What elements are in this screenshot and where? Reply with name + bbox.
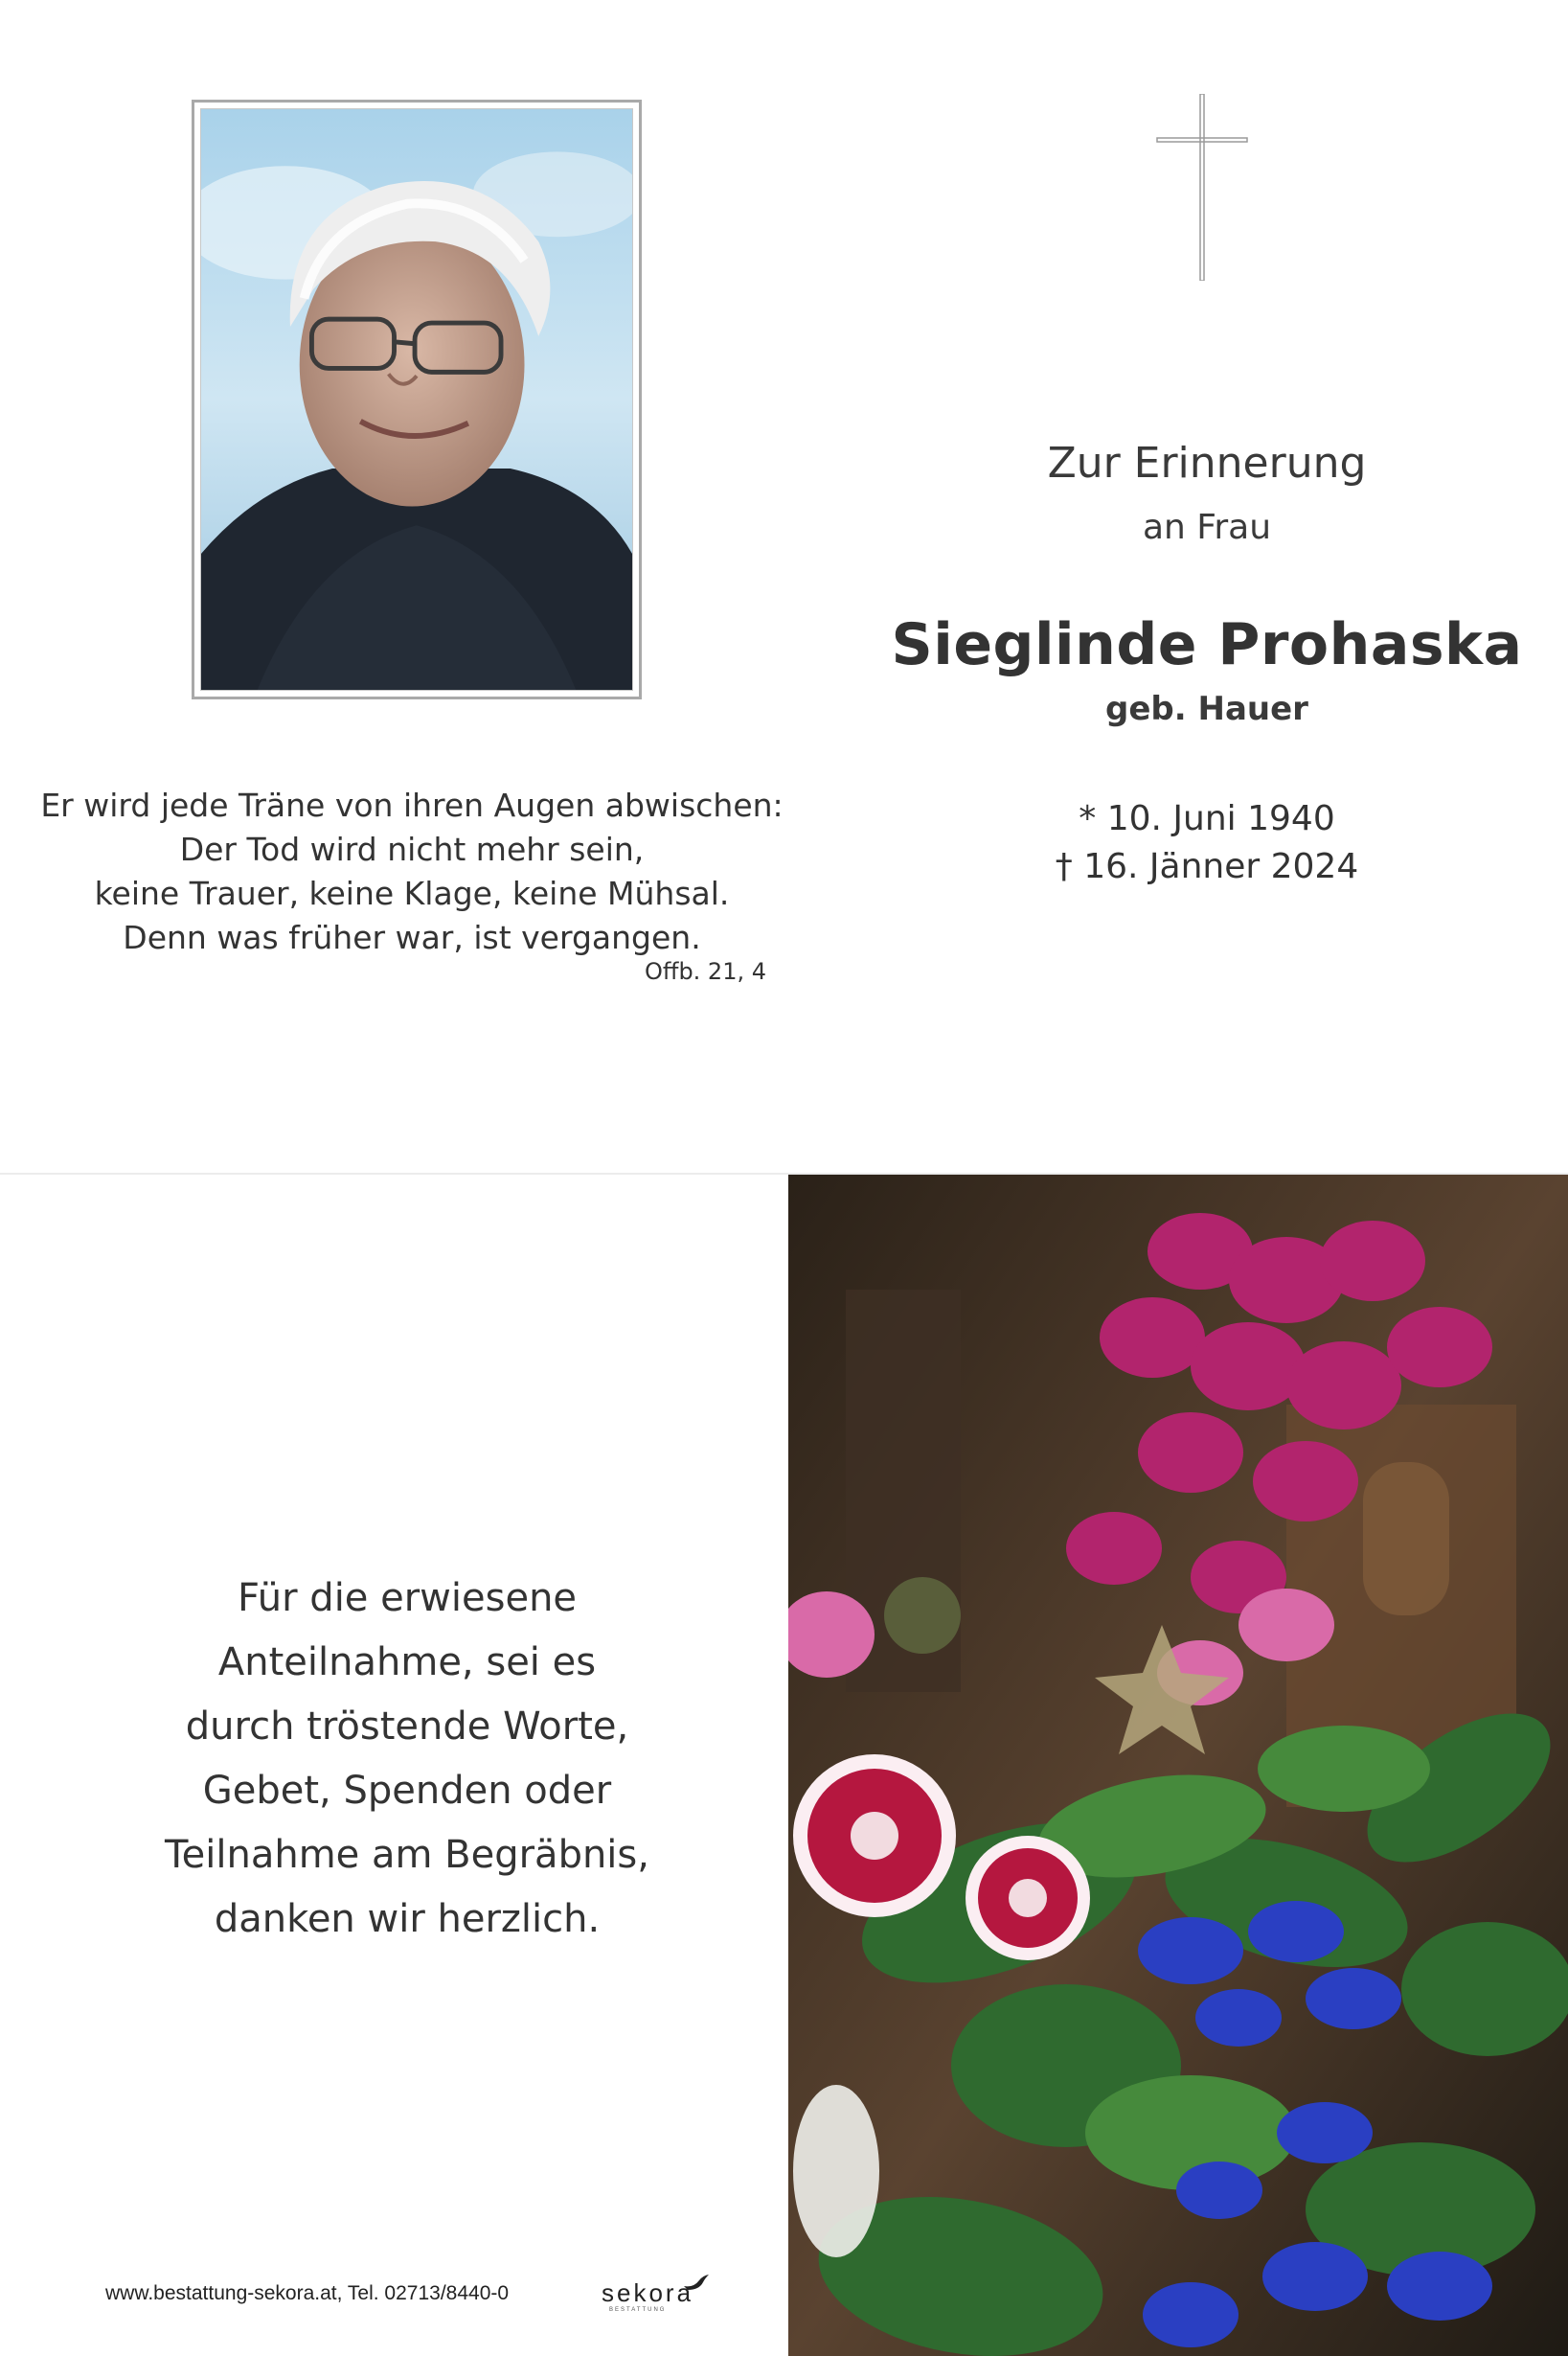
verse-reference: Offb. 21, 4 (645, 958, 766, 985)
portrait-photo-frame (192, 100, 642, 699)
thanks-line: Für die erwiesene (237, 1576, 578, 1620)
flower-photo (788, 1175, 1568, 2356)
thanks-line: danken wir herzlich. (214, 1897, 601, 1941)
memorial-heading: Zur Erinnerung (1047, 439, 1367, 488)
thanks-line: Anteilnahme, sei es (217, 1640, 597, 1684)
birth-date: * 10. Juni 1940 (1079, 799, 1335, 838)
thanks-line: durch tröstende Worte, (185, 1704, 629, 1749)
verse-line: Denn was früher war, ist vergangen. (123, 919, 701, 956)
verse-line: Der Tod wird nicht mehr sein, (179, 831, 645, 868)
maiden-name: geb. Hauer (1105, 690, 1308, 728)
deceased-name: Sieglinde Prohaska (891, 611, 1523, 678)
thanks-line: Teilnahme am Begräbnis, (165, 1833, 649, 1877)
funeral-home-logo-text: sekora (602, 2278, 694, 2307)
thanks-line: Gebet, Spenden oder (202, 1769, 612, 1813)
portrait-photo (200, 108, 633, 691)
verse-line: keine Trauer, keine Klage, keine Mühsal. (94, 875, 730, 912)
funeral-home-contact: www.bestattung-sekora.at, Tel. 02713/8440-0 (105, 2282, 510, 2304)
verse-line: Er wird jede Träne von ihren Augen abwischen: (40, 787, 784, 824)
bird-logo-icon (682, 2273, 711, 2292)
cross-icon (1149, 94, 1255, 281)
funeral-home-logo-subtext: BESTATTUNG (609, 2307, 667, 2313)
salutation: an Frau (1142, 508, 1272, 547)
death-date: † 16. Jänner 2024 (1055, 847, 1359, 886)
